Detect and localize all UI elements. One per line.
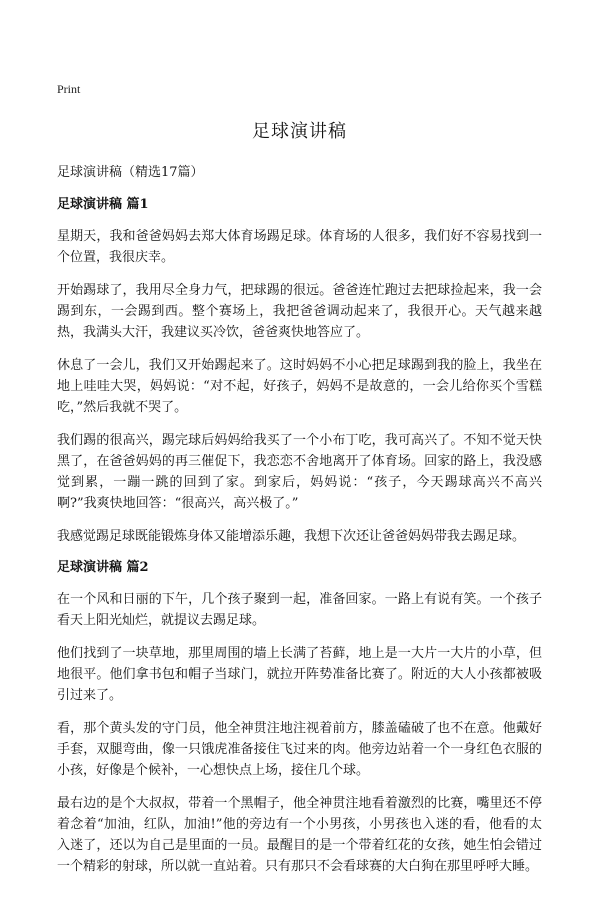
paragraph: 休息了一会儿，我们又开始踢起来了。这时妈妈不小心把足球踢到我的脸上，我坐在地上哇哇大哭，妈妈说：“对不起，好孩子，妈妈不是故意的，一会儿给你买个雪糕吃，”然后我就不哭了。: [57, 358, 542, 415]
print-label: Print: [57, 82, 81, 96]
section-2: [57, 559, 542, 877]
paragraph: 他们找到了一块草地，那里周围的墙上长满了苔藓，地上是一大片一大片的小草，但地很平。他们拿书包和帽子当球门，就拉开阵势准备比赛了。附近的大人小孩都被吸引过来了。: [57, 646, 542, 703]
section-1: [57, 196, 542, 547]
paragraph: 开始踢球了，我用尽全身力气，把球踢的很远。爸爸连忙跑过去把球捡起来，我一会踢到东，一会踢到西。整个赛场上，我把爸爸调动起来了，我很开心。天气越来越热，我满头大汗，我建议买冷饮，爸爸爽快地答应了。: [57, 283, 542, 340]
document-title: 足球演讲稿: [252, 121, 347, 142]
paragraph: 最右边的是个大叔叔，带着一个黑帽子，他全神贯注地看着激烈的比赛，嘴里还不停着念着“加油，红队，加油!”他的旁边有一个小男孩，小男孩也入迷的看，他看的太入迷了，还以为自己是里面的一员。最醒目的是一个带着红花的女孩，她生怕会错过一个精彩的射球，所以就一直站着。只有那只不会看球赛的大白狗在那里呼呼大睡。: [57, 796, 542, 874]
paragraph: 星期天，我和爸爸妈妈去郑大体育场踢足球。体育场的人很多，我们好不容易找到一个位置，我很庆幸。: [57, 229, 542, 265]
paragraph: 看，那个黄头发的守门员，他全神贯注地注视着前方，膝盖磕破了也不在意。他戴好手套，双腿弯曲，像一只饿虎准备接住飞过来的肉。他旁边站着一个一身红色衣服的小孩，好像是个候补，一心想快点上场，接住几个球。: [57, 721, 542, 778]
paragraph: 我们踢的很高兴，踢完球后妈妈给我买了一个小布丁吃，我可高兴了。不知不觉天快黑了，在爸爸妈妈的再三催促下，我恋恋不舍地离开了体育场。回家的路上，我没感觉到累，一蹦一跳的回到了家。到家后，妈妈说：“孩子，今天踢球高兴不高兴啊?”我爽快地回答：“很高兴，高兴极了。”: [57, 433, 542, 511]
section-heading: 足球演讲稿 篇2: [57, 560, 149, 575]
paragraph: 我感觉踢足球既能锻炼身体又能增添乐趣，我想下次还让爸爸妈妈带我去踢足球。: [57, 529, 526, 544]
paragraph: 在一个风和日丽的下午，几个孩子聚到一起，准备回家。一路上有说有笑。一个孩子看天上阳光灿烂，就提议去踢足球。: [57, 592, 542, 628]
document-subtitle: 足球演讲稿（精选17篇）: [57, 165, 204, 180]
section-heading: 足球演讲稿 篇1: [57, 197, 149, 212]
